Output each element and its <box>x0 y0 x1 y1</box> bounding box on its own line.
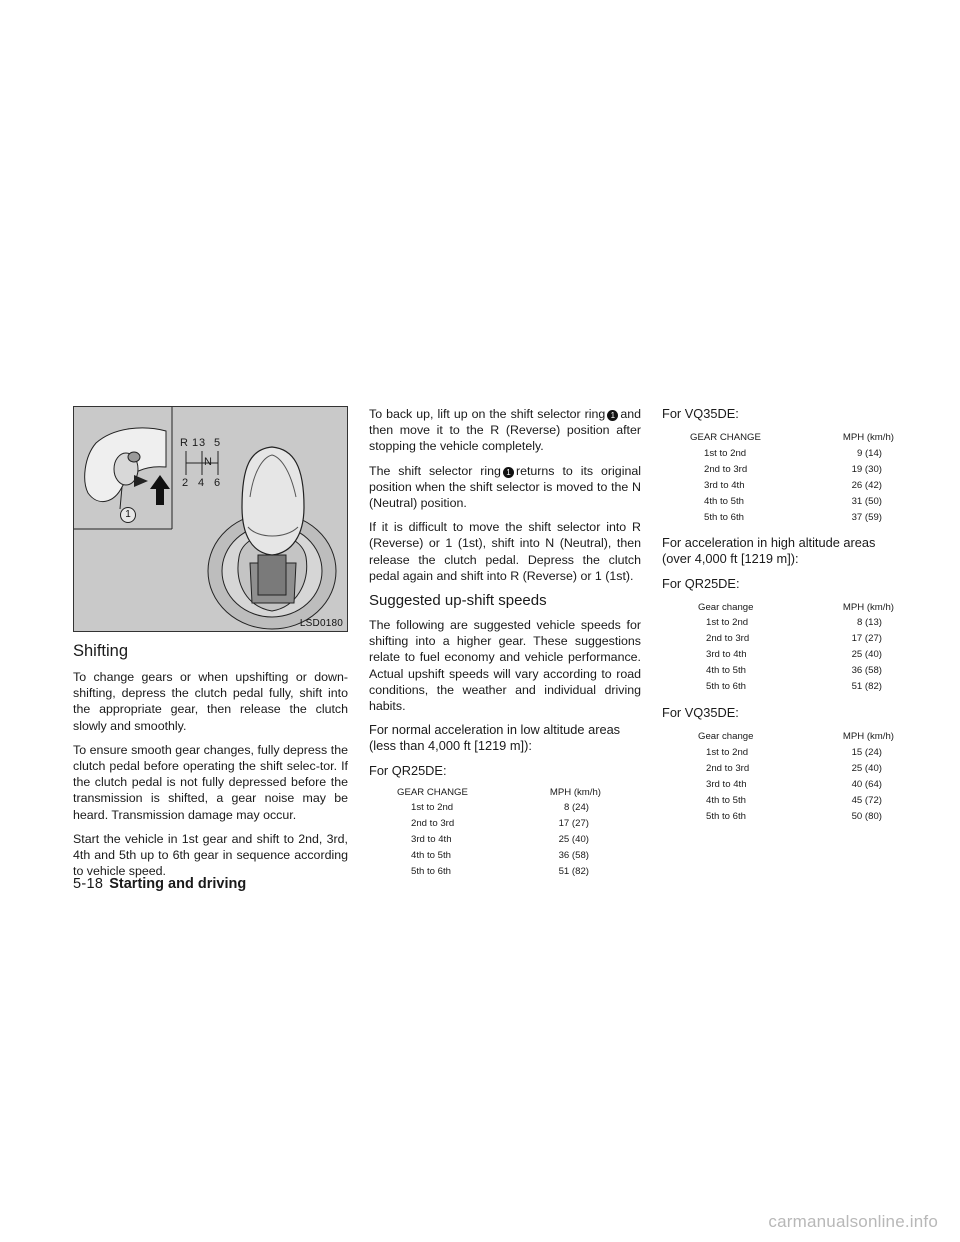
suggested-intro: The following are suggested vehicle speeds for shifting into a higher gear. These suggestions relate to fuel economy and vehicle performance. Actual upshift speeds will vary according to road conditions, the weather and individual driving habits. <box>369 618 641 714</box>
table-row <box>690 447 894 463</box>
shifting-paragraph-2: To ensure smooth gear changes, fully depress the clutch pedal before operating the shift selec-tor. If the clutch pedal is not fully depressed before the transmission is shifted, a gear noise may be heard. Transmission damage may occur. <box>73 742 348 822</box>
table-row <box>698 794 894 810</box>
gear-cell: 3rd to 4th <box>706 778 747 790</box>
speed-cell: 19 (30) <box>851 463 882 475</box>
gear-label-r: R <box>180 437 188 449</box>
speed-cell: 17 (27) <box>558 818 589 830</box>
speed-cell: 26 (42) <box>851 479 882 491</box>
speed-cell: 36 (58) <box>851 665 882 677</box>
gear-table-vq35de-high <box>698 731 894 826</box>
gear-label-2: 2 <box>182 477 189 489</box>
left-column <box>73 406 348 887</box>
gear-cell: 4th to 5th <box>706 794 747 806</box>
table-row <box>397 818 601 834</box>
reverse-paragraph-1 <box>369 406 641 455</box>
gear-cell: 1st to 2nd <box>706 617 749 629</box>
col-header-speed: MPH (km/h) <box>842 601 894 613</box>
table-label-qr25de-high: For QR25DE: <box>662 575 740 591</box>
reverse-paragraph-2 <box>369 463 641 512</box>
speed-cell: 8 (13) <box>856 617 882 629</box>
gear-label-1: 1 <box>192 437 199 449</box>
col-header-speed: MPH (km/h) <box>842 731 894 743</box>
table-row <box>698 649 894 665</box>
middle-column <box>369 406 641 890</box>
speed-cell: 51 (82) <box>558 866 589 878</box>
speed-cell: 45 (72) <box>851 794 882 806</box>
col-header-gear: Gear change <box>698 601 754 613</box>
table-row <box>698 810 894 826</box>
page-footer <box>73 876 246 892</box>
col-header-gear: Gear change <box>698 731 754 743</box>
gear-cell: 1st to 2nd <box>411 802 454 814</box>
col-header-gear: GEAR CHANGE <box>397 786 468 798</box>
shifting-paragraph-1: To change gears or when upshifting or down-shifting, depress the clutch pedal fully, shift into the appropriate gear, then release the clutch slowly and smoothly. <box>73 670 348 733</box>
speed-cell: 25 (40) <box>558 834 589 846</box>
speed-cell: 37 (59) <box>851 511 882 523</box>
reverse-p2-text-b: returns to its original position when the shift selector is moved to the N (Neutral) position. <box>369 463 641 511</box>
ref-1-marker: 1 <box>503 467 514 478</box>
gear-label-n: N <box>204 456 212 468</box>
speed-cell: 25 (40) <box>851 762 882 774</box>
gear-cell: 3rd to 4th <box>706 649 747 661</box>
speed-cell: 8 (24) <box>563 802 589 814</box>
table-row <box>690 511 894 527</box>
shift-lever-illustration <box>73 406 348 632</box>
table-row <box>690 463 894 479</box>
section-title: Starting and driving <box>109 876 247 892</box>
table-row <box>698 681 894 697</box>
table-label-vq35de-low: For VQ35DE: <box>662 406 739 421</box>
table-row <box>690 479 894 495</box>
gear-cell: 2nd to 3rd <box>704 463 748 475</box>
suggested-speeds-heading: Suggested up-shift speeds <box>369 592 547 610</box>
right-column <box>662 406 894 834</box>
reverse-paragraph-3: If it is difficult to move the shift selector into R (Reverse) or 1 (1st), shift into N (Neutral), then release the clutch pedal. Depress the clutch pedal again and shift into R (Reverse) or 1 (1st). <box>369 520 641 583</box>
table-row <box>397 802 601 818</box>
table-row <box>397 834 601 850</box>
gear-cell: 3rd to 4th <box>411 834 452 846</box>
gear-label-4: 4 <box>198 477 205 489</box>
gear-shifter-drawing <box>74 407 347 631</box>
shifting-heading: Shifting <box>73 642 129 660</box>
gear-cell: 2nd to 3rd <box>706 762 750 774</box>
col-header-speed: MPH (km/h) <box>549 786 601 798</box>
gear-label-6: 6 <box>214 477 221 489</box>
page-number: 5-18 <box>73 876 104 892</box>
table-label-vq35de-high: For VQ35DE: <box>662 704 739 720</box>
gear-table-qr25de-low <box>397 787 601 882</box>
shifting-paragraph-3: Start the vehicle in 1st gear and shift to 2nd, 3rd, 4th and 5th up to 6th gear in sequence according to vehicle speed. <box>73 831 348 879</box>
low-altitude-label: For normal acceleration in low altitude areas (less than 4,000 ft [1219 m]): <box>369 722 621 754</box>
reverse-p1-text-b: and then move it to the R (Reverse) position after stopping the vehicle completely. <box>369 407 641 454</box>
table-row <box>698 762 894 778</box>
speed-cell: 9 (14) <box>856 447 882 459</box>
col-header-speed: MPH (km/h) <box>842 432 894 444</box>
gear-cell: 2nd to 3rd <box>411 818 455 830</box>
gear-cell: 5th to 6th <box>411 866 452 878</box>
gear-cell: 4th to 5th <box>411 850 452 862</box>
table-row <box>698 617 894 633</box>
gear-cell: 5th to 6th <box>706 681 747 693</box>
watermark[interactable]: carmanualsonline.info <box>768 1212 938 1231</box>
figure-id-label: LSD0180 <box>299 618 343 629</box>
gear-cell: 1st to 2nd <box>706 746 749 758</box>
speed-cell: 36 (58) <box>558 850 589 862</box>
table-row <box>698 665 894 681</box>
gear-table-vq35de-low <box>690 432 894 527</box>
reverse-p1-text-a: To back up, lift up on the shift selector ring <box>369 407 606 421</box>
col-header-gear: GEAR CHANGE <box>690 432 761 444</box>
gear-table-qr25de-high <box>698 602 894 697</box>
reverse-p2-text-a: The shift selector ring <box>369 463 501 478</box>
speed-cell: 51 (82) <box>851 681 882 693</box>
table-row <box>690 495 894 511</box>
speed-cell: 17 (27) <box>851 633 882 645</box>
table-row <box>698 633 894 649</box>
high-altitude-label: For acceleration in high altitude areas (over 4,000 ft [1219 m]): <box>662 535 876 567</box>
gear-cell: 3rd to 4th <box>704 479 745 491</box>
table-row <box>397 850 601 866</box>
speed-cell: 15 (24) <box>851 746 882 758</box>
speed-cell: 25 (40) <box>851 649 882 661</box>
callout-1-marker: 1 <box>120 507 136 523</box>
speed-cell: 50 (80) <box>851 810 882 822</box>
table-row <box>698 746 894 762</box>
gear-cell: 4th to 5th <box>706 665 747 677</box>
speed-cell: 31 (50) <box>851 495 882 507</box>
gear-cell: 2nd to 3rd <box>706 633 750 645</box>
ref-1-marker: 1 <box>607 410 618 421</box>
speed-cell: 40 (64) <box>851 778 882 790</box>
gear-cell: 5th to 6th <box>706 810 747 822</box>
gear-label-5: 5 <box>214 437 221 449</box>
gear-cell: 5th to 6th <box>704 511 745 523</box>
table-row <box>698 778 894 794</box>
table-label-qr25de-low: For QR25DE: <box>369 762 447 778</box>
gear-label-3: 3 <box>199 437 206 449</box>
gear-cell: 1st to 2nd <box>704 447 747 459</box>
table-row <box>397 866 601 882</box>
gear-cell: 4th to 5th <box>704 495 745 507</box>
